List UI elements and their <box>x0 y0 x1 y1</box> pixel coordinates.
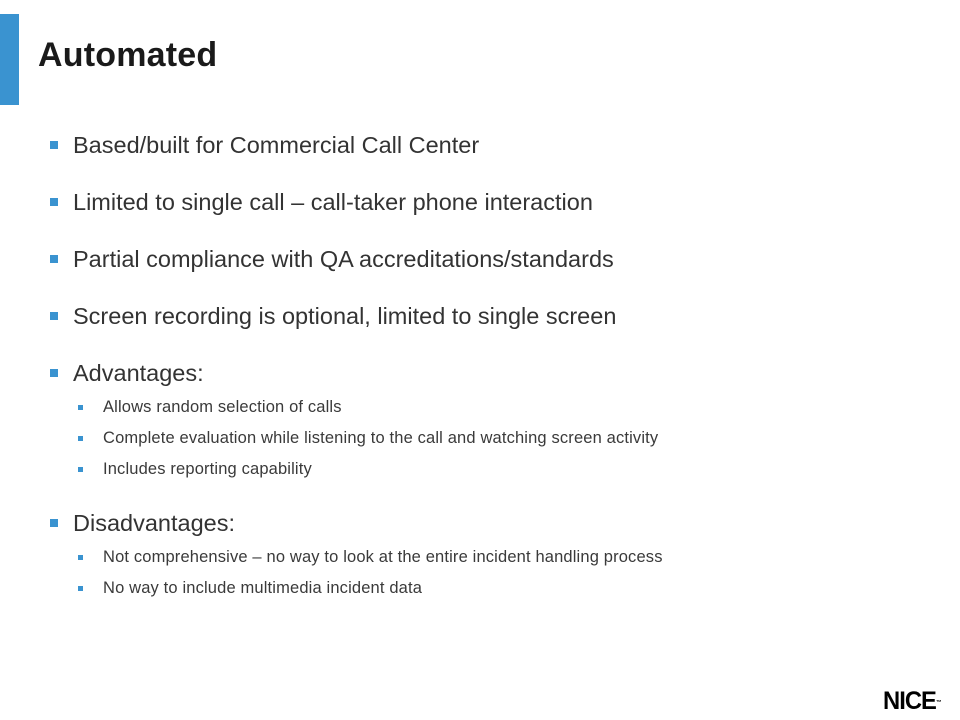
sub-bullet-item <box>76 423 928 454</box>
sub-bullet-text: Allows random selection of calls <box>103 398 342 416</box>
bullet-text: Partial compliance with QA accreditations/standards <box>73 246 614 272</box>
disadvantages-heading <box>48 506 928 540</box>
sub-bullet-text: Includes reporting capability <box>103 460 312 478</box>
logo-trademark: ™ <box>935 700 942 706</box>
bullet-item <box>48 185 928 219</box>
nice-logo <box>883 688 942 714</box>
square-bullet-icon <box>50 198 58 206</box>
bullet-item <box>48 242 928 276</box>
small-square-bullet-icon <box>78 586 83 591</box>
bullet-text: Limited to single call – call-taker phone interaction <box>73 189 593 215</box>
small-square-bullet-icon <box>78 436 83 441</box>
advantages-heading <box>48 356 928 390</box>
square-bullet-icon <box>50 141 58 149</box>
disadvantages-label: Disadvantages: <box>73 510 235 536</box>
small-square-bullet-icon <box>78 555 83 560</box>
square-bullet-icon <box>50 255 58 263</box>
disadvantages-list <box>76 542 928 604</box>
bullet-item <box>48 299 928 333</box>
square-bullet-icon <box>50 519 58 527</box>
bullet-text: Based/built for Commercial Call Center <box>73 132 480 158</box>
sub-bullet-item <box>76 573 928 604</box>
slide-title: Automated <box>38 36 218 74</box>
bullet-text: Screen recording is optional, limited to single screen <box>73 303 617 329</box>
square-bullet-icon <box>50 369 58 377</box>
sub-bullet-item <box>76 542 928 573</box>
sub-bullet-item <box>76 392 928 423</box>
small-square-bullet-icon <box>78 467 83 472</box>
title-accent-bar <box>0 14 19 105</box>
bullet-item <box>48 128 928 162</box>
bullet-list <box>48 128 928 625</box>
sub-bullet-text: Complete evaluation while listening to the call and watching screen activity <box>103 429 659 447</box>
small-square-bullet-icon <box>78 405 83 410</box>
advantages-list <box>76 392 928 485</box>
advantages-label: Advantages: <box>73 360 204 386</box>
sub-bullet-item <box>76 454 928 485</box>
logo-text: NICE <box>883 687 936 715</box>
sub-bullet-text: No way to include multimedia incident data <box>103 579 423 597</box>
sub-bullet-text: Not comprehensive – no way to look at the entire incident handling process <box>103 548 663 566</box>
square-bullet-icon <box>50 312 58 320</box>
